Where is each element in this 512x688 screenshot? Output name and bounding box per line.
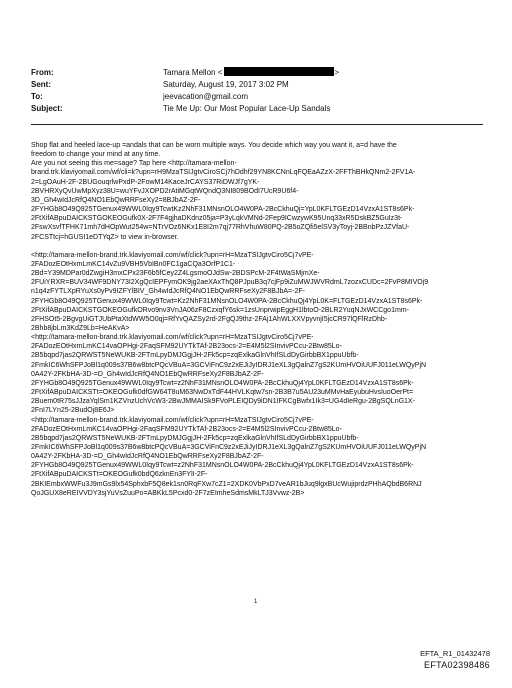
body-line: 2FCSTtcj=hGUSI1eDTYqZ> to view in-browser. [31, 233, 179, 241]
page-number: 1 [254, 599, 258, 605]
body-line: 2FtXifABpuDAICKSTGOKEOGufk0X-2F7F4gjhaDKdnz05ja=P3yLqkVMNd-2Fep9ICwzywK95Unq33xR5DskBZ5GuIz3t- [31, 215, 403, 223]
body-line: freedom to change your mind at any time. [31, 151, 161, 159]
to-label: To: [31, 92, 43, 101]
body-line: 2FADozEOtHxmLmKC14vaOPHgi-2FaqSFM92UYTkTAf-2B23ocs-2=E4M5l2SInvivPCcu-2Btw85Lo- [31, 343, 342, 351]
body-block-intro [31, 141, 483, 242]
body-line: <http://tamara-mellon-brand.trk.klaviyomail.com/wf/click?upn=rH=MzaTSIJgtvCiro5Cj7vPE- [31, 334, 314, 342]
body-line: 2=LgOAuH-2F-2BUGouqrlwPxdP-2FowM14KaceJrCAYS37RiDWJf7gYK- [31, 178, 260, 186]
body-line: 2FtXifABpuDAICKSTt=OKEOGufk0bdQ6zknEn3FYlI-2F- [31, 471, 208, 479]
body-line: 2FmkIC6WhSFPJoBl1q009s37B6w8btcPQcVBuA=3GCViFnC9z2xEJiJyIDRJ1eXL3gQalnZ7gS2KUmHVOiUUFJ011eLWQyPjN [31, 361, 427, 369]
body-line: 2FYHGb8O49Q925TGenux49WWL0Iqy9Tcwt=z2NhF31MNsnOLO4W0PA-2BcCkhuQj4YpL0KFLTGEzD14VzxA1ST8s6Pk- [31, 379, 414, 387]
body-line: 2B5bqpd7jas2QRWST5NeWUKB-2FTmLpyDMJGgjJH-2Fk5cp=zqExlkaGlnVhIfSLdDyGirbbBX1ppuUbfb- [31, 352, 359, 360]
body-line: 2BKIEmbxWWFu3J9mGs9lx54SphxbF5Q8ek1sn0RqFXw7cZ1=2XDK0VbPxD7veAR1bJuq9lgxBUcWujiprdzPHhAQbdB6RNJ [31, 480, 422, 488]
subject-value: Tie Me Up: Our Most Popular Lace-Up Sandals [163, 104, 331, 113]
body-line: 2FtXifABpuDAICKSTt=OKEOGufk0dfGW64T8uM63NwDxTdF44HVLKqtw7sn-2B3B7u5AU23uMMvHaEyubuHvsIuoOerPt= [31, 389, 414, 397]
sent-value: Saturday, August 19, 2017 3:02 PM [163, 80, 289, 89]
body-line: 2B5bqpd7jas2QRWST5NeWUKB-2FTmLpyDMJGgjJH-2Fk5cp=zqExlkaGlnVhIfSLdDyGirbbBX1ppuUbfb- [31, 434, 359, 442]
subject-label: Subject: [31, 104, 63, 113]
body-line: n1q4zFYTLXpRYuXs0yPv9IZFYlBIV_Gh4wIdJcRfQ4NO1EbQwRRFseXy2F8BJbA=-2F- [31, 288, 305, 296]
body-line: 2BVHRXyQvUwMpXyz38U=wuYFvJXOPD2rAtiMGqtWQndQ3NI809BOdI7UcR9U6f4- [31, 187, 299, 195]
body-line: <http://tamara-mellon-brand.trk.klaviyomail.com/wf/click?upn=rH=MzaTSIJgtvCiro5Cj7vPE- [31, 416, 314, 424]
redaction-bar [224, 67, 334, 76]
body-line: Are you not seeing this me=sage? Tap here <http://tamara-mellon- [31, 160, 237, 168]
body-line: 3D_Gh4wIdJcRfQ4NO1EbQwRRFseXy2=8BJbAZ-2F- [31, 196, 201, 204]
bates-ref-small: EFTA_R1_01432478 [420, 649, 490, 658]
body-line: 2FnI7LYn25-2BudOj8E6J> [31, 407, 115, 415]
body-line: 0A42Y-2FKbHA-3D-=D_Gh4wIdJcRfQ4NO1EbQwRRFseXy2F8BJbAZ-2F- [31, 370, 264, 378]
from-label: From: [31, 68, 54, 77]
body-gap [31, 242, 483, 251]
body-line: 2FmkIC6WhSFPJoBl1q009s37B6w8btcPQcVBuA=3GCViFnC9z2xEJiJyIDRJ1eXL3gQalnZ7gS2KUmHVOiUUFJ011eLWQyPjN [31, 444, 427, 451]
body-line: 2FYHGb8O49Q925TGenux49WWL0Iqy9TcwtKz2NhF31MNsnOLO4W0PA-2BcCkhuQj=YpL0KFLTGEzD14VzxA1ST8s6Pk- [31, 206, 415, 214]
from-sender: Tamara Mellon < [163, 68, 223, 77]
email-body [31, 141, 483, 498]
body-line: 2FUiYRXR=BUV34WF9DNY73I2XgQcIEPFymOK9jg2aeXAxThQ8PJpuB3q7cjFp9iZuMWJWVRdmL7zozxCUDc=2FvP8MIVOj9 [31, 279, 429, 287]
body-line: 2FADozEOtHxmLmKC14vZu9VBH5VbIBn0FC1gaCQa3OrfP1C1- [31, 260, 236, 268]
body-line: 2FYHGb8O49Q925TGenux49WWL0Iqy9Tcwt=Kz2NhF31MNsnOLO4W0PA-2BcCkhuQj4YpL0K=FLTGEzD14VzxA1ST8s6Pk- [31, 297, 423, 305]
body-line: 2Bhb8jbLm3KdZ9Lb=HeAKvA> [31, 324, 130, 332]
from-close: > [334, 68, 340, 77]
from-value [163, 67, 339, 78]
body-line: brand.trk.klaviyomail.com/wf/cli=k?upn=rH9MzaTSIJgtvCiroSCj7hDdhf29YN8KCNnLqFQEaAZzX-2FFThBHkQNm2-2FV1A- [31, 169, 416, 177]
body-line: 2FtXifABpuDAICKSTGOKEOGufkORvo9nv3VnJA06zF8CzxqfY6sk=1zsUnprwipEggH1lbtoO-2BLR2YuqNJxWCCgo1mm- [31, 306, 409, 314]
body-line: Shop flat and heeled lace-up =andals that can be worn multiple ways. You decide which way you want it, a=d have the [31, 142, 397, 149]
body-line: 2Bd=Y39MDPar0dZwgiH3mxCPx23F6b5fCey2Z4LgsmoOJdSw-2BDSPcM-2F4tWaSMjmXe- [31, 270, 320, 278]
body-line: 2FHSOt5-2BgvgUiGTJUbPtaXtdWW5O0qj=RfYvQAZSy2rd-2FgQJ9thz-2FAj1AhWLXXVpyvnjI5jcCR97lQFlRzDhb- [31, 315, 388, 323]
body-line: 2FYHGb8O49Q925TGenux49WWL0Iqy9Tcwt=z2NhF31MNsnOLO4W0PA-2BcCkhuQj4YpL0KFLTGEzD14VzxA1ST8s6Pk- [31, 462, 414, 470]
bates-ref-large: EFTA02398486 [424, 660, 490, 670]
body-line: 2FADozEOtHxmLmKC14vaOPHgi-2FaqSFM92UYTkTAf-2B23ocs-2=E4M5l2SInvivPCcu-2Btw85Lo- [31, 425, 342, 433]
sent-label: Sent: [31, 80, 51, 89]
body-line: <http://tamara-mellon-brand.trk.klaviyomail.com/wf/click?upn=rH=MzaTSIJgtvCiro5Cj7vPE- [31, 251, 314, 259]
header-divider [31, 124, 483, 125]
to-value: jeevacation@gmail.com [163, 92, 249, 101]
body-line: QoJGUX8eREIVVDY3sjYuVsZuuPo=ABKkL5Pcxd0-2F7zEImheSdmsMkLTJ3Vvwz-2B> [31, 489, 305, 497]
body-block-links [31, 251, 483, 498]
body-line: 2Buem0tR75sJJzaYqlSm1KZVnzUchVcW3-2BwJMMAISk9FVoPLEIQDy9iDN1IFKCgBwfx1Ik3=UG4dIeRgu-2BgSQLnG1X- [31, 398, 415, 406]
body-line: 2FswXsvfTFHK71mh7dHOpWut254w=NTrVOz6NKx1E8I2m7qj77RhVhuW80PQ-2B5oZQfi5elSV3yToyj-2BBnbPzJZVfaU- [31, 224, 410, 232]
body-line: 0A42Y-2FKbHA-3D-=D_Gh4wIdJcRfQ4NO1EbQwRRFseXy2F8BJbAZ-2F- [31, 453, 264, 461]
